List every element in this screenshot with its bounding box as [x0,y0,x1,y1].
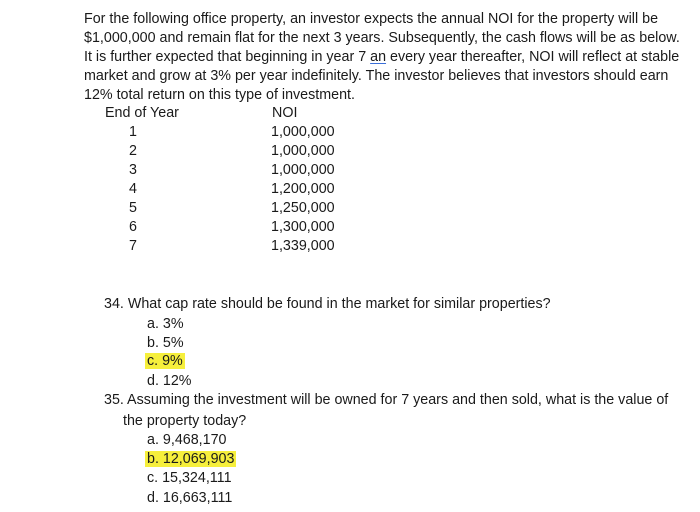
intro-paragraph [84,10,684,105]
table-header-noi: NOI [272,105,298,121]
q35-option-b [147,449,236,470]
table-cell-noi: 1,300,000 [271,219,335,235]
table-header-year: End of Year [105,105,179,121]
year-column [129,123,143,256]
highlighted-answer: b. 12,069,903 [147,451,235,467]
table-cell-year: 5 [129,200,137,216]
intro-line-1: For the following office property, an investor expects the annual NOI for the property will be [84,11,659,27]
table-cell-year: 4 [129,181,137,197]
highlighted-answer: c. 9% [147,353,183,369]
question-35-line-1: 35. Assuming the investment will be owned for 7 years and then sold, what is the value of [104,392,669,408]
q35-option-d: d. 16,663,111 [147,490,233,506]
table-cell-year: 7 [129,238,137,254]
table-cell-noi: 1,200,000 [271,181,335,197]
q34-option-c [147,351,185,372]
q35-option-a: a. 9,468,170 [147,432,227,448]
q34-option-a: a. 3% [147,316,184,332]
table-cell-noi: 1,339,000 [271,238,335,254]
intro-line-3 [84,48,684,67]
question-35 [104,390,694,432]
question-35-line-2: the property today? [123,413,247,429]
table-cell-noi: 1,000,000 [271,162,335,178]
q34-option-b: b. 5% [147,335,184,351]
question-34: 34. What cap rate should be found in the market for similar properties? [104,296,551,312]
table-cell-noi: 1,000,000 [271,124,335,140]
table-cell-noi: 1,250,000 [271,200,335,216]
q34-option-d: d. 12% [147,373,192,389]
intro-line-2: $1,000,000 and remain flat for the next 3 years. Subsequently, the cash flows will be as below. [84,30,680,46]
intro-line-5: 12% total return on this type of investment. [84,87,355,103]
underlined-word: an [370,49,387,65]
table-cell-noi: 1,000,000 [271,143,335,159]
table-cell-year: 3 [129,162,137,178]
intro-line-4: market and grow at 3% per year indefinitely. The investor believes that investors should earn [84,68,669,84]
intro-line-3b: every year thereafter, NOI will reflect at stable [386,49,680,65]
table-cell-year: 1 [129,124,137,140]
table-cell-year: 2 [129,143,137,159]
noi-column [271,123,335,256]
q35-option-c: c. 15,324,111 [147,470,232,486]
intro-line-3a: It is further expected that beginning in year 7 [84,49,371,65]
table-cell-year: 6 [129,219,137,235]
